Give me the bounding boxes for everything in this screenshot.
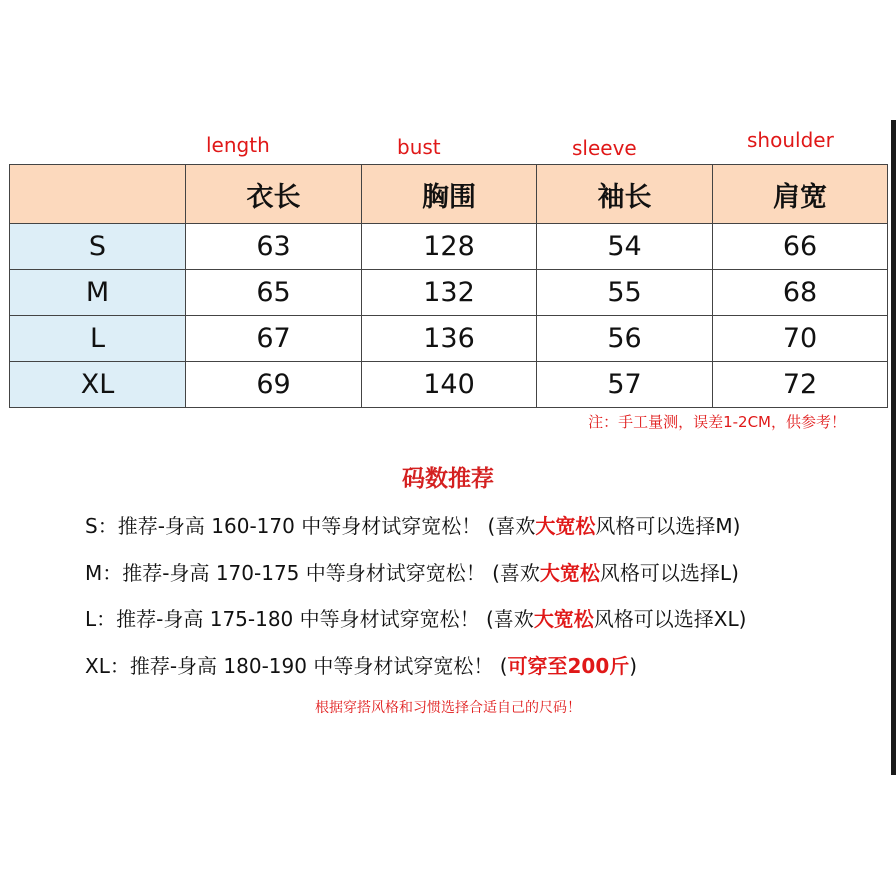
table-header-row <box>10 165 888 224</box>
recommend-highlight: 大宽松 <box>539 561 600 585</box>
bust-cell: 132 <box>362 270 537 316</box>
recommend-text: 风格可以选择M) <box>595 514 741 538</box>
shoulder-cell: 72 <box>713 362 888 408</box>
sleeve-cell: 55 <box>537 270 713 316</box>
shoulder-cell: 68 <box>713 270 888 316</box>
table-row <box>10 224 888 270</box>
right-edge-rule <box>891 120 896 775</box>
header-cell-empty <box>10 165 186 224</box>
recommend-text: 风格可以选择L) <box>599 561 739 585</box>
recommend-text: XL：推荐-身高 180-190 中等身材试穿宽松！ ( <box>85 654 508 678</box>
sleeve-cell: 54 <box>537 224 713 270</box>
recommend-line-xl <box>85 650 637 679</box>
recommend-highlight: 大宽松 <box>535 514 596 538</box>
recommend-line-s <box>85 510 740 539</box>
label-bust: bust <box>397 135 441 159</box>
length-cell: 67 <box>186 316 362 362</box>
label-length: length <box>206 133 270 157</box>
size-cell: S <box>10 224 186 270</box>
recommend-highlight: 可穿至200斤 <box>507 654 630 678</box>
length-cell: 63 <box>186 224 362 270</box>
sleeve-cell: 56 <box>537 316 713 362</box>
table-row <box>10 270 888 316</box>
length-cell: 69 <box>186 362 362 408</box>
size-cell: M <box>10 270 186 316</box>
bust-cell: 136 <box>362 316 537 362</box>
size-cell: L <box>10 316 186 362</box>
header-cell-length: 衣长 <box>186 165 362 224</box>
recommend-title: 码数推荐 <box>402 466 494 492</box>
recommend-text: M：推荐-身高 170-175 中等身材试穿宽松！ (喜欢 <box>85 561 540 585</box>
recommend-line-m <box>85 557 739 586</box>
shoulder-cell: 66 <box>713 224 888 270</box>
bust-cell: 140 <box>362 362 537 408</box>
table-row <box>10 316 888 362</box>
header-cell-bust: 胸围 <box>362 165 537 224</box>
header-cell-sleeve: 袖长 <box>537 165 713 224</box>
recommend-text: L：推荐-身高 175-180 中等身材试穿宽松！ (喜欢 <box>85 607 534 631</box>
header-cell-shoulder: 肩宽 <box>713 165 888 224</box>
recommend-highlight: 大宽松 <box>533 607 594 631</box>
length-cell: 65 <box>186 270 362 316</box>
recommend-text: 风格可以选择XL) <box>593 607 747 631</box>
footer-note: 根据穿搭风格和习惯选择合适自己的尺码！ <box>315 700 581 716</box>
recommend-text: S：推荐-身高 160-170 中等身材试穿宽松！ (喜欢 <box>85 514 536 538</box>
bust-cell: 128 <box>362 224 537 270</box>
label-sleeve: sleeve <box>572 136 637 160</box>
size-chart-table <box>9 164 888 408</box>
measurement-note: 注：手工量测，误差1-2CM，供参考！ <box>588 413 846 431</box>
sleeve-cell: 57 <box>537 362 713 408</box>
shoulder-cell: 70 <box>713 316 888 362</box>
recommend-text: ) <box>629 654 638 678</box>
label-shoulder: shoulder <box>747 128 834 152</box>
size-cell: XL <box>10 362 186 408</box>
recommend-line-l <box>85 603 746 632</box>
table-row <box>10 362 888 408</box>
